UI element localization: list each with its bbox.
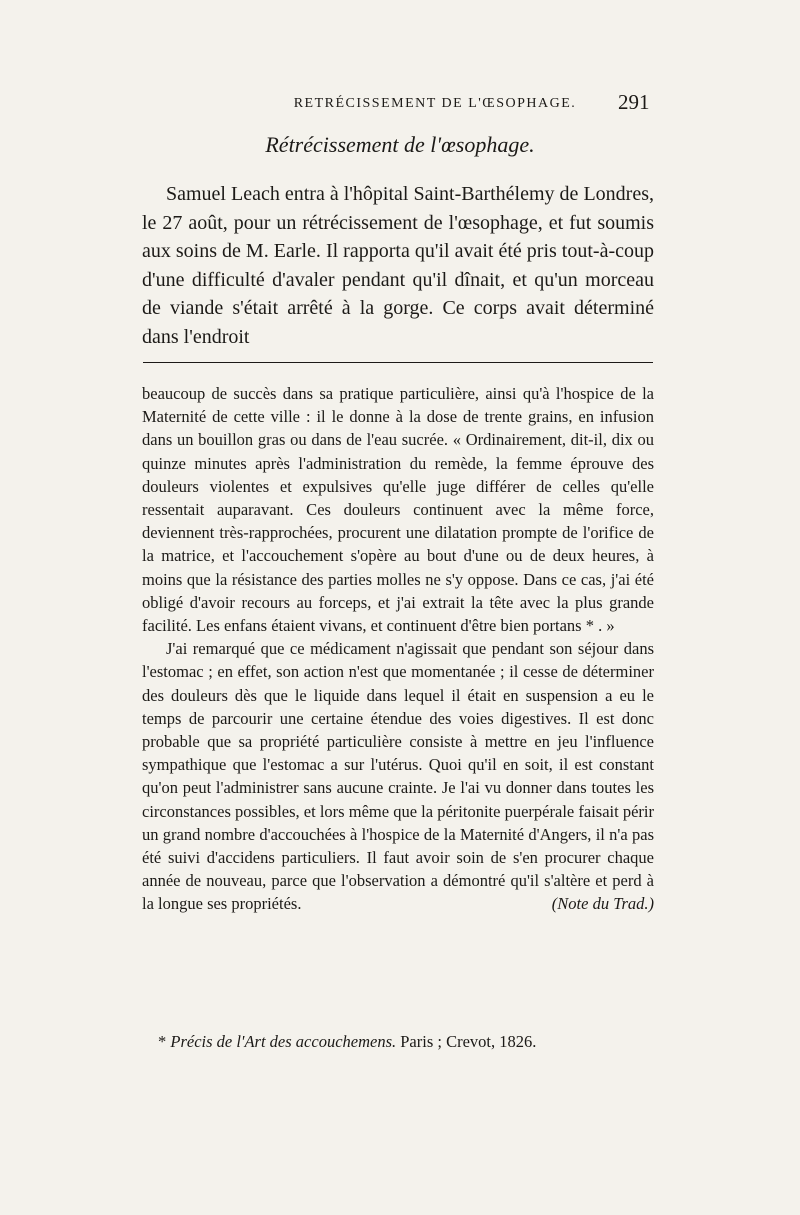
article-body — [142, 180, 654, 351]
note-paragraph-1: beaucoup de succès dans sa pratique particulière, ainsi qu'à l'hospice de la Maternité de cette ville : il le donne à la dose de trente grains, en infusion dans un bouillon gras ou dans de l'eau sucrée. « Ordinairement, dit-il, dix ou quinze minutes après l'administration du remède, la femme éprouve des douleurs violentes et expulsives qu'elle juge différer de celles qu'elle ressentait auparavant. Ces douleurs continuent avec la même force, deviennent très-rapprochées, procurent une dilatation prompte de l'orifice de la matrice, et l'accouchement s'opère au bout d'une ou de deux heures, à moins que la résistance des parties molles ne s'y oppose. Dans ce cas, j'ai été obligé d'avoir recours au forceps, et j'ai extrait la tête avec la plus grande facilité. Les enfans étaient vivans, et continuent d'être bien portans * . » — [142, 384, 654, 636]
note-paragraph-2 — [142, 637, 654, 915]
footnote-separator-rule — [143, 362, 653, 363]
translator-note — [142, 382, 654, 916]
footnote-publisher: Paris ; Crevot, 1826. — [400, 1032, 537, 1051]
article-paragraph: Samuel Leach entra à l'hôpital Saint-Barthélemy de Londres, le 27 août, pour un rétrécissement de l'œsophage, et fut soumis aux soins de M. Earle. Il rapporta qu'il avait été pris tout-à-coup d'une difficulté d'avaler pendant qu'il dînait, et qu'un morceau de viande s'était arrêté à la gorge. Ce corps avait déterminé dans l'endroit — [142, 183, 654, 348]
footnote — [158, 1032, 638, 1052]
footnote-title: Précis de l'Art des accouchemens. — [170, 1032, 397, 1051]
footnote-marker: * — [158, 1032, 167, 1051]
note-attribution: (Note du Trad.) — [551, 894, 654, 914]
page-number: 291 — [618, 90, 650, 114]
running-title: RETRÉCISSEMENT DE L'ŒSOPHAGE. — [293, 96, 577, 111]
section-title: Rétrécissement de l'œsophage. — [265, 132, 535, 157]
note-paragraph-2-text: J'ai remarqué que ce médicament n'agissait que pendant son séjour dans l'estomac ; en effet, son action n'est que momentanée ; il cesse de déterminer des douleurs dès que le liquide dans lequel il était en suspension a eu le temps de parcourir une certaine étendue des voies digestives. Il est donc probable que sa propriété particulière consiste à mettre en jeu l'influence sympathique que l'estomac a sur l'utérus. Quoi qu'il en soit, il est constant qu'on peut l'administrer sans aucune crainte. Je l'ai vu donner dans toutes les circonstances possibles, et lors même que la péritonite puerpérale faisait périr un grand nombre d'accouchées à l'hospice de la Maternité d'Angers, il n'a pas été suivi d'accidens particuliers. Il faut avoir soin de s'en procurer chaque année de nouveau, parce que l'observation a démontré qu'il s'altère et perd à la longue ses propriétés. — [142, 639, 654, 914]
